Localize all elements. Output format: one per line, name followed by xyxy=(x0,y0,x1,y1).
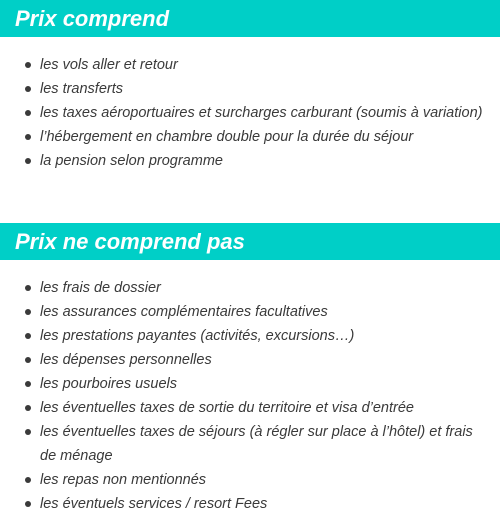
list-item: les taxes aéroportuaires et surcharges carburant (soumis à variation) xyxy=(0,101,500,125)
list-item: les repas non mentionnés xyxy=(0,468,500,492)
list-item: les prestations payantes (activités, excursions…) xyxy=(0,324,500,348)
price-includes-heading: Prix comprend xyxy=(0,0,500,37)
price-excludes-section xyxy=(0,223,500,516)
price-includes-list xyxy=(0,53,500,173)
list-item: l’hébergement en chambre double pour la durée du séjour xyxy=(0,125,500,149)
list-item: les assurances complémentaires facultatives xyxy=(0,300,500,324)
price-excludes-heading: Prix ne comprend pas xyxy=(0,223,500,260)
list-item: les éventuelles taxes de sortie du territoire et visa d’entrée xyxy=(0,396,500,420)
list-item: les éventuelles taxes de séjours (à régler sur place à l’hôtel) et frais de ménage xyxy=(0,420,500,468)
list-item: les pourboires usuels xyxy=(0,372,500,396)
list-item: les éventuels services / resort Fees xyxy=(0,492,500,516)
list-item: les vols aller et retour xyxy=(0,53,500,77)
price-includes-section xyxy=(0,0,500,173)
list-item: la pension selon programme xyxy=(0,149,500,173)
list-item: les dépenses personnelles xyxy=(0,348,500,372)
list-item: les transferts xyxy=(0,77,500,101)
list-item: les frais de dossier xyxy=(0,276,500,300)
price-excludes-list xyxy=(0,276,500,516)
